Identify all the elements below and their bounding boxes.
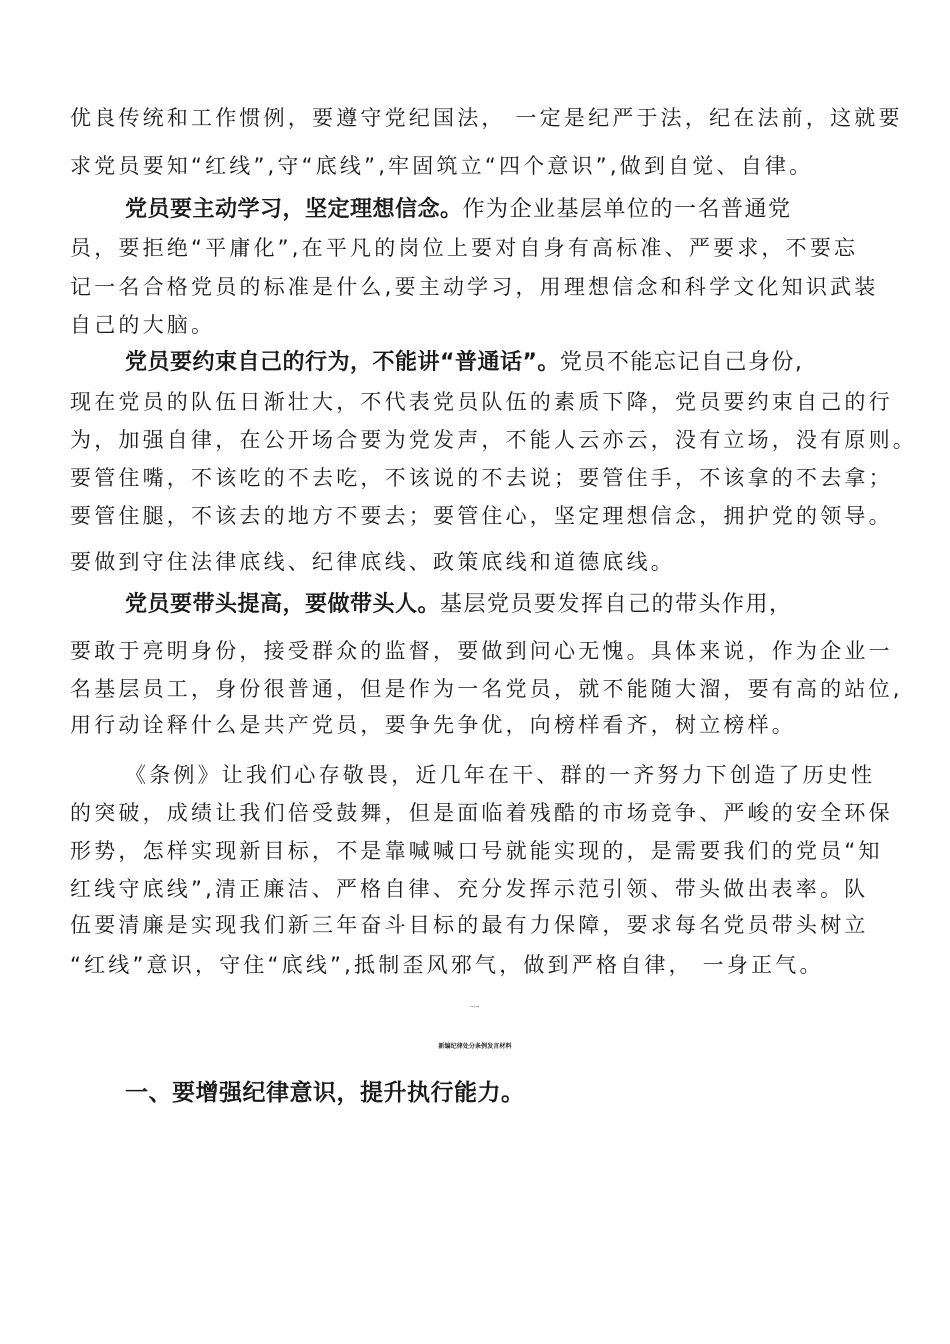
paragraph-3-line-4: 要管住嘴，不该吃的不去吃，不该说的不去说；要管住手，不该拿的不去拿； [70, 466, 893, 490]
paragraph-4-line-2: 要敢于亮明身份，接受群众的监督，要做到问心无愧。具体来说，作为企业一 [70, 639, 893, 663]
paragraph-2-lead-tail: 作为企业基层单位的一名普通党 [462, 197, 792, 222]
paragraph-5-line-5: 伍要清廉是实现我们新三年奋斗目标的最有力保障，要求每名党员带头树立 [70, 913, 869, 937]
paragraph-4-line-4: 用行动诠释什么是共产党员，要争先争优，向榜样看齐，树立榜样。 [70, 713, 796, 737]
paragraph-5-line-1: 《条例》让我们心存敬畏，近几年在干、群的一齐努力下创造了历史性 [125, 763, 876, 787]
paragraph-3-lead: 党员要约束自己的行为，不能讲“普通话”。 [125, 350, 560, 375]
paragraph-4-lead: 党员要带头提高，要做带头人。 [125, 592, 441, 617]
section-subheading: 学习研讨发言材料篇三 [469, 1007, 481, 1008]
paragraph-5-line-4: 红线守底线”,清正廉洁、严格自律、充分发挥示范引领、带头做出表率。队 [70, 877, 869, 901]
paragraph-3-line-3: 为，加强自律，在公开场合要为党发声，不能人云亦云，没有立场，没有原则。 [70, 428, 917, 452]
paragraph-5-line-3: 形势，怎样实现新目标，不是靠喊喊口号就能实现的，是需要我们的党员“知 [70, 839, 883, 863]
paragraph-2-line-2: 员，要拒绝“平庸化”,在平凡的岗位上要对自身有高标准、严要求，不要忘 [70, 236, 859, 260]
paragraph-4-line-1 [125, 591, 793, 618]
paragraph-2-line-4: 自己的大脑。 [70, 313, 216, 337]
paragraph-3-line-1 [125, 349, 803, 376]
paragraph-1-line-1: 优良传统和工作惯例，要遵守党纪国法， 一定是纪严于法，纪在法前，这就要 [70, 106, 903, 130]
paragraph-3-lead-tail: 党员不能忘记自己身份, [559, 350, 804, 375]
paragraph-3-line-6: 要做到守住法律底线、纪律底线、政策底线和道德底线。 [70, 550, 675, 574]
paragraph-4-line-3: 名基层员工，身份很普通，但是作为一名党员，就不能随大溜，要有高的站位, [70, 677, 903, 701]
paragraph-3-line-2: 现在党员的队伍日渐壮大，不代表党员队伍的素质下降，党员要约束自己的行 [70, 390, 893, 414]
paragraph-3-line-5: 要管住腿，不该去的地方不要去；要管住心，坚定理想信念，拥护党的领导。 [70, 504, 893, 528]
paragraph-5-line-2: 的突破，成绩让我们倍受鼓舞，但是面临着残酷的市场竞争、严峻的安全环保 [70, 801, 893, 825]
section-heading-1: 一、要增强纪律意识，提升执行能力。 [125, 1080, 525, 1106]
paragraph-5-line-6: “红线”意识，守住“底线”,抵制歪风邪气，做到严格自律， 一身正气。 [70, 953, 824, 977]
paragraph-1-line-2: 求党员要知“红线”,守“底线”,牢固筑立“四个意识”,做到自觉、自律。 [70, 154, 814, 178]
document-title: 新编纪律处分条例发言材料 [438, 1043, 512, 1050]
paragraph-2-line-1 [125, 196, 792, 223]
paragraph-2-lead: 党员要主动学习，坚定理想信念。 [125, 197, 463, 222]
paragraph-2-line-3: 记一名合格党员的标准是什么,要主动学习，用理想信念和科学文化知识武装 [70, 275, 879, 299]
paragraph-4-lead-tail: 基层党员要发挥自己的带头作用， [440, 592, 793, 617]
